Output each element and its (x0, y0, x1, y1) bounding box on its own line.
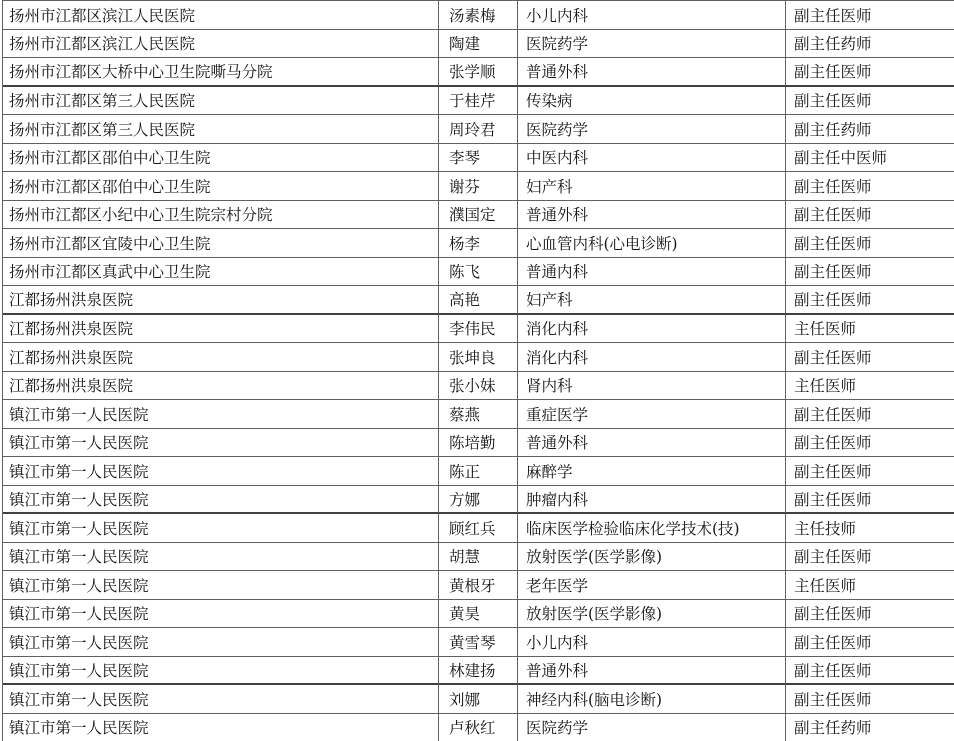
cell-hospital: 镇江市第一人民医院 (3, 400, 439, 429)
cell-hospital: 江都扬州洪泉医院 (3, 343, 439, 372)
cell-name: 濮国定 (439, 201, 518, 230)
cell-title: 副主任医师 (786, 172, 954, 201)
cell-hospital: 扬州市江都区第三人民医院 (3, 115, 439, 144)
cell-department: 普通外科 (518, 429, 786, 458)
cell-name: 张学顺 (439, 58, 518, 87)
cell-department: 重症医学 (518, 400, 786, 429)
cell-department: 消化内科 (518, 315, 786, 344)
cell-title: 副主任医师 (786, 486, 954, 515)
cell-name: 黄雪琴 (439, 628, 518, 657)
cell-hospital: 扬州市江都区邵伯中心卫生院 (3, 144, 439, 173)
cell-title: 副主任医师 (786, 457, 954, 486)
cell-hospital: 扬州市江都区宜陵中心卫生院 (3, 229, 439, 258)
cell-department: 临床医学检验临床化学技术(技) (518, 514, 786, 543)
cell-title: 主任医师 (786, 372, 954, 401)
cell-department: 消化内科 (518, 343, 786, 372)
cell-hospital: 镇江市第一人民医院 (3, 628, 439, 657)
cell-department: 妇产科 (518, 172, 786, 201)
cell-name: 蔡燕 (439, 400, 518, 429)
cell-title: 副主任医师 (786, 258, 954, 287)
cell-hospital: 镇江市第一人民医院 (3, 514, 439, 543)
cell-department: 中医内科 (518, 144, 786, 173)
cell-name: 刘娜 (439, 685, 518, 714)
cell-name: 陈培勤 (439, 429, 518, 458)
cell-title: 副主任医师 (786, 343, 954, 372)
cell-department: 肾内科 (518, 372, 786, 401)
cell-name: 李琴 (439, 144, 518, 173)
cell-title: 副主任医师 (786, 429, 954, 458)
cell-hospital: 江都扬州洪泉医院 (3, 315, 439, 344)
cell-hospital: 扬州市江都区滨江人民医院 (3, 30, 439, 59)
cell-title: 副主任医师 (786, 87, 954, 116)
cell-title: 副主任医师 (786, 400, 954, 429)
cell-department: 老年医学 (518, 571, 786, 600)
cell-department: 心血管内科(心电诊断) (518, 229, 786, 258)
cell-title: 副主任医师 (786, 657, 954, 686)
cell-title: 副主任医师 (786, 600, 954, 629)
personnel-table (2, 0, 954, 741)
cell-department: 妇产科 (518, 286, 786, 315)
cell-hospital: 扬州市江都区大桥中心卫生院嘶马分院 (3, 58, 439, 87)
cell-name: 林建扬 (439, 657, 518, 686)
cell-title: 副主任药师 (786, 714, 954, 741)
cell-name: 汤素梅 (439, 1, 518, 30)
cell-hospital: 江都扬州洪泉医院 (3, 372, 439, 401)
cell-department: 医院药学 (518, 30, 786, 59)
cell-hospital: 镇江市第一人民医院 (3, 685, 439, 714)
cell-title: 副主任医师 (786, 286, 954, 315)
cell-name: 周玲君 (439, 115, 518, 144)
cell-hospital: 镇江市第一人民医院 (3, 543, 439, 572)
cell-department: 小儿内科 (518, 1, 786, 30)
cell-name: 谢芬 (439, 172, 518, 201)
cell-hospital: 镇江市第一人民医院 (3, 486, 439, 515)
cell-title: 副主任中医师 (786, 144, 954, 173)
cell-hospital: 镇江市第一人民医院 (3, 571, 439, 600)
cell-title: 副主任医师 (786, 201, 954, 230)
cell-title: 主任技师 (786, 514, 954, 543)
cell-name: 黄根牙 (439, 571, 518, 600)
cell-department: 肿瘤内科 (518, 486, 786, 515)
cell-department: 放射医学(医学影像) (518, 600, 786, 629)
cell-name: 陈飞 (439, 258, 518, 287)
cell-title: 副主任医师 (786, 543, 954, 572)
cell-name: 李伟民 (439, 315, 518, 344)
cell-name: 顾红兵 (439, 514, 518, 543)
cell-department: 普通内科 (518, 258, 786, 287)
cell-title: 副主任医师 (786, 628, 954, 657)
cell-department: 普通外科 (518, 58, 786, 87)
cell-title: 副主任医师 (786, 1, 954, 30)
cell-hospital: 扬州市江都区小纪中心卫生院宗村分院 (3, 201, 439, 230)
cell-title: 副主任药师 (786, 115, 954, 144)
cell-department: 医院药学 (518, 115, 786, 144)
cell-department: 普通外科 (518, 657, 786, 686)
cell-hospital: 镇江市第一人民医院 (3, 657, 439, 686)
cell-name: 高艳 (439, 286, 518, 315)
cell-title: 副主任医师 (786, 229, 954, 258)
cell-name: 于桂芹 (439, 87, 518, 116)
cell-hospital: 扬州市江都区真武中心卫生院 (3, 258, 439, 287)
cell-title: 副主任药师 (786, 30, 954, 59)
cell-department: 麻醉学 (518, 457, 786, 486)
cell-hospital: 扬州市江都区邵伯中心卫生院 (3, 172, 439, 201)
cell-department: 放射医学(医学影像) (518, 543, 786, 572)
cell-name: 陶建 (439, 30, 518, 59)
cell-title: 副主任医师 (786, 58, 954, 87)
cell-title: 主任医师 (786, 571, 954, 600)
cell-title: 副主任医师 (786, 685, 954, 714)
cell-department: 小儿内科 (518, 628, 786, 657)
cell-title: 主任医师 (786, 315, 954, 344)
cell-department: 普通外科 (518, 201, 786, 230)
cell-hospital: 扬州市江都区滨江人民医院 (3, 1, 439, 30)
cell-name: 杨李 (439, 229, 518, 258)
cell-department: 传染病 (518, 87, 786, 116)
cell-name: 方娜 (439, 486, 518, 515)
cell-name: 卢秋红 (439, 714, 518, 741)
cell-hospital: 江都扬州洪泉医院 (3, 286, 439, 315)
cell-name: 黄昊 (439, 600, 518, 629)
cell-department: 神经内科(脑电诊断) (518, 685, 786, 714)
cell-hospital: 镇江市第一人民医院 (3, 429, 439, 458)
cell-name: 张小妹 (439, 372, 518, 401)
cell-hospital: 镇江市第一人民医院 (3, 600, 439, 629)
cell-hospital: 镇江市第一人民医院 (3, 714, 439, 741)
cell-name: 陈正 (439, 457, 518, 486)
cell-name: 胡慧 (439, 543, 518, 572)
cell-name: 张坤良 (439, 343, 518, 372)
cell-hospital: 镇江市第一人民医院 (3, 457, 439, 486)
cell-department: 医院药学 (518, 714, 786, 741)
cell-hospital: 扬州市江都区第三人民医院 (3, 87, 439, 116)
